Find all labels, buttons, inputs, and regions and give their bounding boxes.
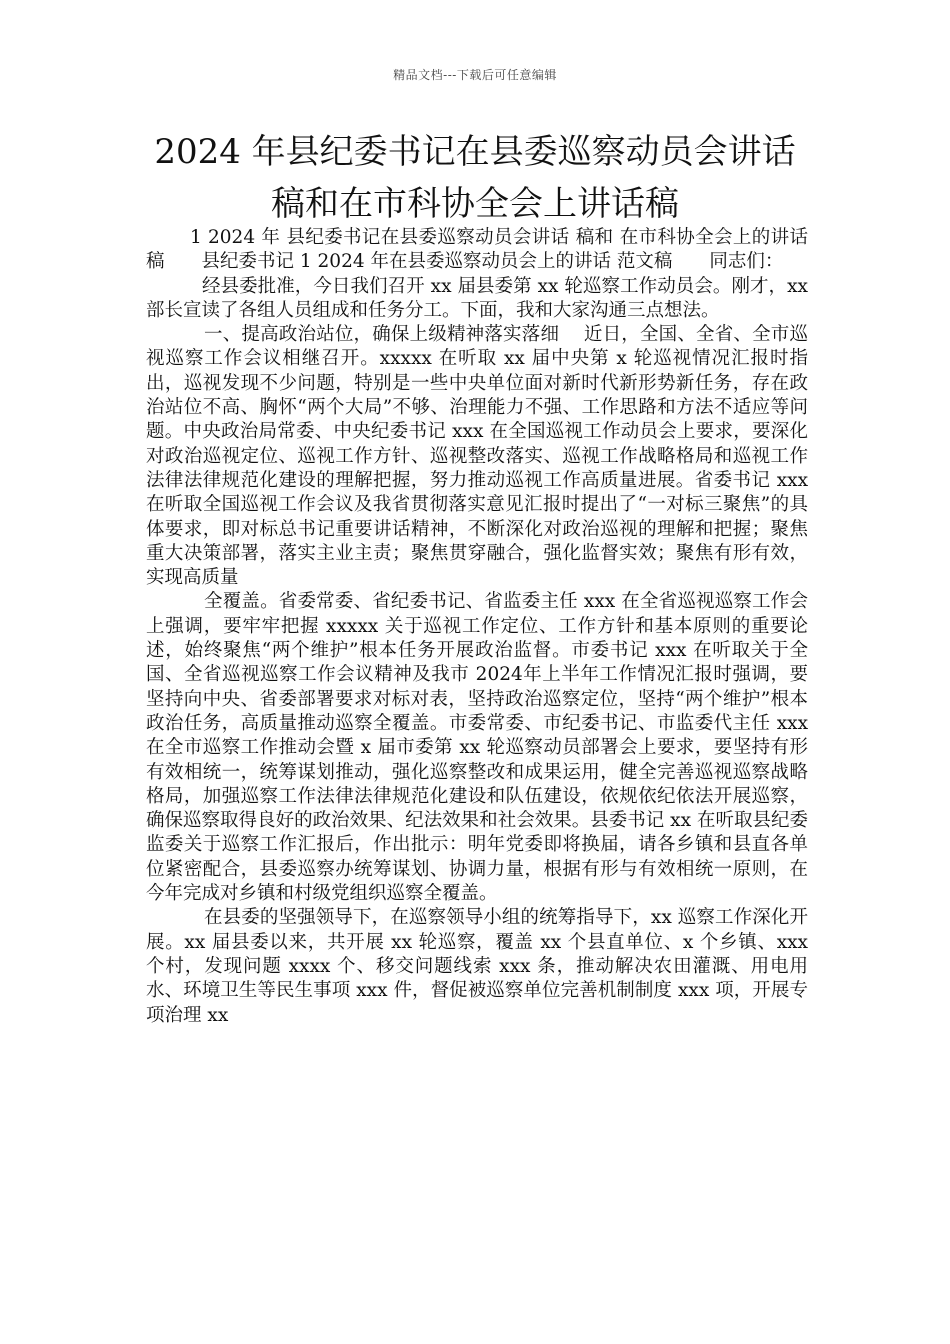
- title-line-2: 稿和在市科协全会上讲话稿: [271, 184, 679, 224]
- document-body: [146, 226, 808, 1028]
- paragraph-progress: 在县委的坚强领导下，在巡察领导小组的统筹指导下，xx 巡察工作深化开展。xx 届县委以来，共开展 xx 轮巡察，覆盖 xx 个县直单位、x 个乡镇、xxx 个村，发现问题 xxxx 个、移交问题线索 xxx 条，推动解决农田灌溉、用电用水、环境卫生等民生事项 xxx 件，督促被巡察单位完善机制制度 xxx 项，开展专项治理 xx: [146, 907, 808, 1026]
- document-title: [120, 126, 830, 230]
- paragraph-intro: 1 2024 年 县纪委书记在县委巡察动员会讲话 稿和 在市科协全会上的讲话 稿 县纪委书记 1 2024 年在县委巡察动员会上的讲话 范文稿 同志们：: [146, 227, 808, 273]
- page-header-note: 精品文档---下载后可任意编辑: [393, 68, 557, 82]
- paragraph-coverage: 全覆盖。省委常委、省纪委书记、省监委主任 xxx 在全省巡视巡察工作会上强调，要牢牢把握 xxxxx 关于巡视工作定位、工作方针和基本原则的重要论述，始终聚焦“两个维护”根本任务开展政治监督。市委书记 xxx 在听取关于全国、全省巡视巡察工作会议精神及我市 2024年上半年工作情况汇报时强调，要坚持向中央、省委部署要求对标对表，坚持政治巡察定位，坚持“两个维护”根本政治任务，高质量推动巡察全覆盖。市委常委、市纪委书记、市监委代主任 xxx 在全市巡察工作推动会暨 x 届市委第 xx 轮巡察动员部署会上要求，要坚持有形有效相统一，统筹谋划推动，强化巡察整改和成果运用，健全完善巡视巡察战略格局，加强巡察工作法律法律规范化建设和队伍建设，依规依纪依法开展巡察，确保巡察取得良好的政治效果、纪法效果和社会效果。县委书记 xx 在听取县纪委监委关于巡察工作汇报后，作出批示：明年党委即将换届，请各乡镇和县直各单位紧密配合，县委巡察办统筹谋划、协调力量，根据有形与有效相统一原则，在今年完成对乡镇和村级党组织巡察全覆盖。: [146, 591, 808, 905]
- title-line-1: 2024 年县纪委书记在县委巡察动员会讲话: [154, 132, 796, 172]
- paragraph-opening: 经县委批准，今日我们召开 xx 届县委第 xx 轮巡察工作动员会。刚才，xx 部长宣读了各组人员组成和任务分工。下面，我和大家沟通三点想法。: [146, 275, 808, 321]
- paragraph-section-1: 一、提高政治站位，确保上级精神落实落细 近日，全国、全省、全市巡视巡察工作会议相继召开。xxxxx 在听取 xx 届中央第 x 轮巡视情况汇报时指出，巡视发现不少问题，特别是一些中央单位面对新时代新形势新任务，存在政治站位不高、胸怀“两个大局”不够、治理能力不强、工作思路和方法不适应等问题。中央政治局常委、中央纪委书记 xxx 在全国巡视工作动员会上要求，要深化对政治巡视定位、巡视工作方针、巡视整改落实、巡视工作战略格局和巡视工作法律法律规范化建设的理解把握，努力推动巡视工作高质量进展。省委书记 xxx 在听取全国巡视工作会议及我省贯彻落实意见汇报时提出了“一对标三聚焦”的具体要求，即对标总书记重要讲话精神，不断深化对政治巡视的理解和把握；聚焦重大决策部署，落实主业主责；聚焦贯穿融合，强化监督实效；聚焦有形有效，实现高质量: [146, 324, 808, 589]
